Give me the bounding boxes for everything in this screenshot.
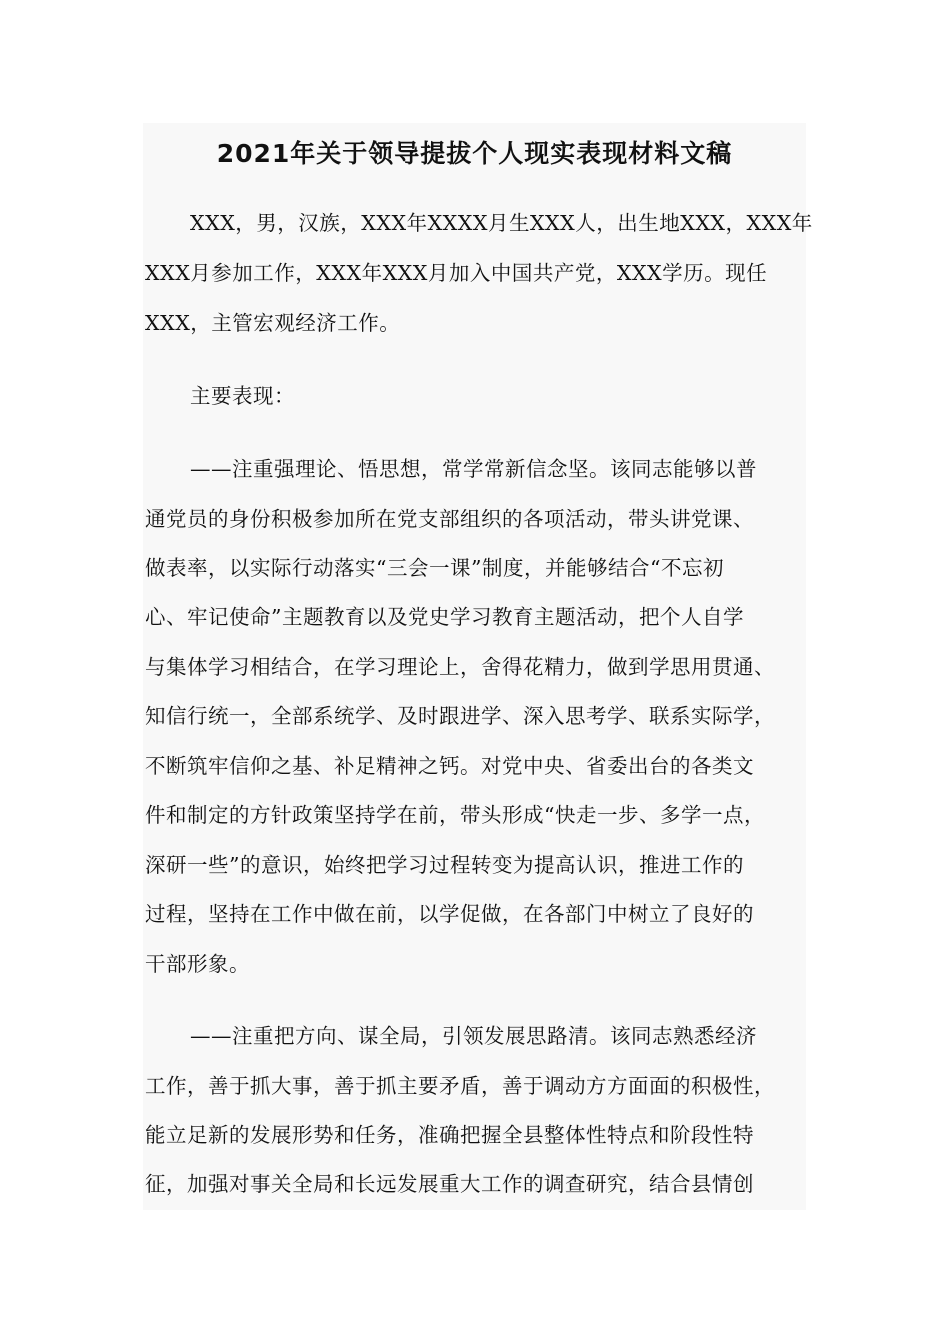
body-line: 不断筑牢信仰之基、补足精神之钙。对党中央、省委出台的各类文	[145, 754, 754, 778]
body-line: ——注重强理论、悟思想，常学常新信念坚。该同志能够以普	[190, 457, 757, 481]
body-line: XXX月参加工作，XXX年XXX月加入中国共产党，XXX学历。现任	[145, 261, 768, 285]
body-line: 知信行统一，全部系统学、及时跟进学、深入思考学、联系实际学，	[145, 704, 775, 728]
body-line: 件和制定的方针政策坚持学在前，带头形成“快走一步、多学一点，	[145, 803, 765, 827]
body-line: 与集体学习相结合，在学习理论上，舍得花精力，做到学思用贯通、	[145, 655, 775, 679]
body-line: XXX，男，汉族，XXX年XXXX月生XXX人，出生地XXX，XXX年	[190, 211, 813, 235]
body-line: XXX，主管宏观经济工作。	[145, 311, 401, 335]
body-line: 工作，善于抓大事，善于抓主要矛盾，善于调动方方面面的积极性，	[145, 1074, 775, 1098]
body-line: ——注重把方向、谋全局，引领发展思路清。该同志熟悉经济	[190, 1024, 757, 1048]
body-line: 过程，坚持在工作中做在前，以学促做，在各部门中树立了良好的	[145, 902, 754, 926]
document-title: 2021年关于领导提拔个人现实表现材料文稿	[216, 139, 733, 168]
body-line: 做表率，以实际行动落实“三会一课”制度，并能够结合“不忘初	[145, 556, 724, 580]
body-line: 深研一些”的意识，始终把学习过程转变为提高认识，推进工作的	[145, 853, 744, 877]
body-line: 通党员的身份积极参加所在党支部组织的各项活动，带头讲党课、	[145, 507, 754, 531]
body-line: 征，加强对事关全局和长远发展重大工作的调查研究，结合县情创	[145, 1172, 754, 1196]
section-heading: 主要表现：	[190, 384, 295, 408]
body-line: 心、牢记使命”主题教育以及党史学习教育主题活动，把个人自学	[145, 605, 744, 629]
body-line: 能立足新的发展形势和任务，准确把握全县整体性特点和阶段性特	[145, 1123, 754, 1147]
body-line: 干部形象。	[145, 952, 250, 976]
